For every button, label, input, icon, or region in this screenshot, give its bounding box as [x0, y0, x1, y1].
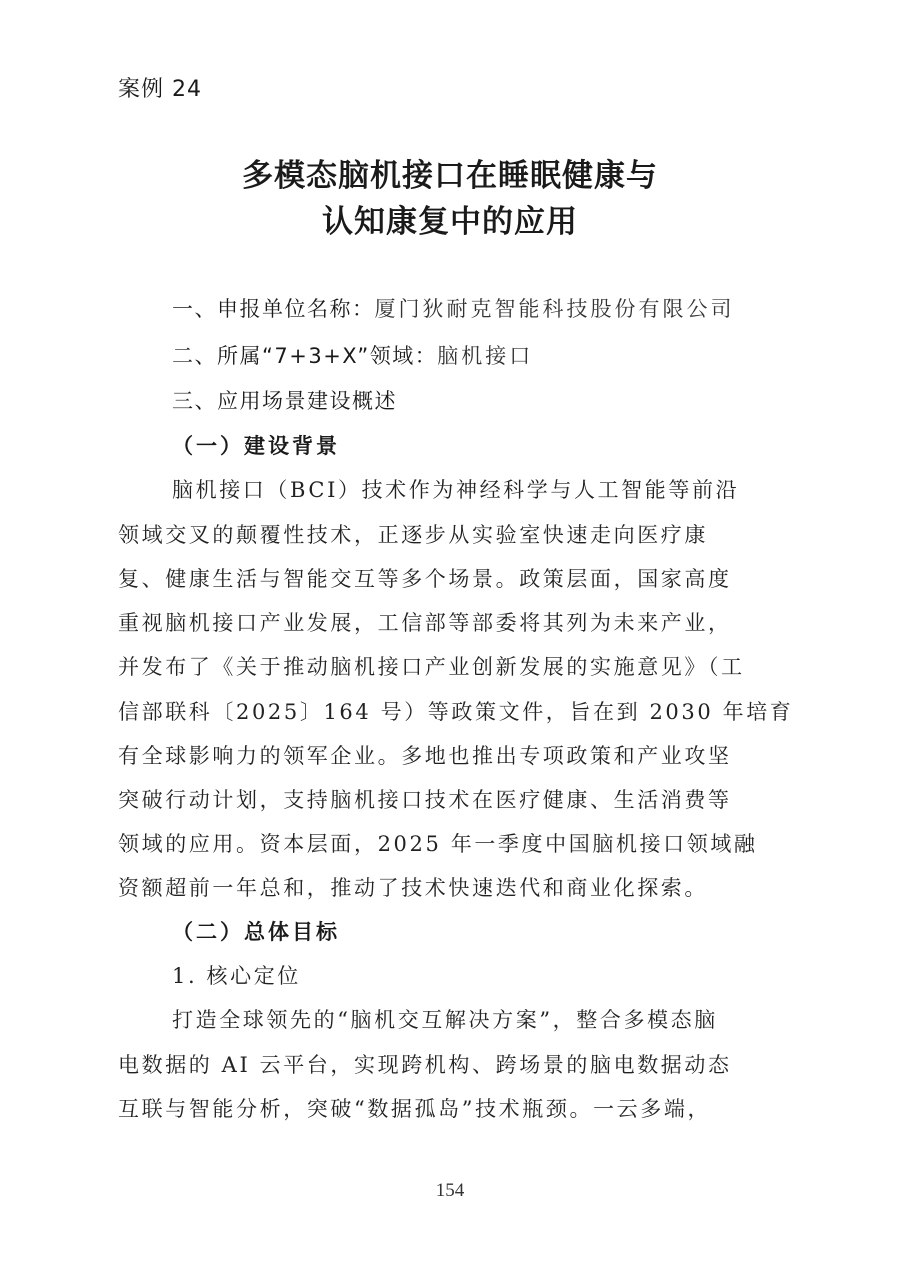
background-heading: （一）建设背景 — [172, 433, 340, 458]
domain-label: 二、所属“7+3+X”领域： — [172, 344, 438, 368]
document-title-line-1: 多模态脑机接口在睡眠健康与 — [242, 158, 658, 194]
domain-value: 脑机接口 — [437, 344, 534, 368]
paragraph-line: 重视脑机接口产业发展，工信部等部委将其列为未来产业， — [118, 611, 732, 635]
core-positioning-heading: 1. 核心定位 — [172, 964, 301, 988]
applicant-value: 厦门狄耐克智能科技股份有限公司 — [374, 297, 735, 321]
paragraph-line: 复、健康生活与智能交互等多个场景。政策层面，国家高度 — [118, 567, 732, 591]
paragraph-line: 领域交叉的颠覆性技术，正逐步从实验室快速走向医疗康 — [118, 523, 708, 547]
paragraph-line: 电数据的 AI 云平台，实现跨机构、跨场景的脑电数据动态 — [118, 1053, 732, 1077]
applicant-row — [172, 293, 832, 323]
case-label: 案例 24 — [118, 77, 202, 102]
paragraph-line: 突破行动计划，支持脑机接口技术在医疗健康、生活消费等 — [118, 788, 732, 812]
paragraph-line: 领域的应用。资本层面，2025 年一季度中国脑机接口领域融 — [118, 832, 758, 856]
paragraph-line: 信部联科〔2025〕164 号）等政策文件，旨在到 2030 年培育 — [118, 700, 794, 724]
page-number: 154 — [435, 1180, 465, 1201]
applicant-label: 一、申报单位名称： — [172, 297, 375, 321]
paragraph-line: 资额超前一年总和，推动了技术快速迭代和商业化探索。 — [118, 876, 708, 900]
paragraph-line: 互联与智能分析，突破“数据孤岛”技术瓶颈。一云多端， — [118, 1097, 712, 1121]
goals-heading: （二）总体目标 — [172, 919, 340, 944]
overview-heading: 三、应用场景建设概述 — [172, 389, 397, 413]
document-title-line-2: 认知康复中的应用 — [322, 204, 578, 240]
paragraph-line: 打造全球领先的“脑机交互解决方案”，整合多模态脑 — [172, 1008, 718, 1032]
paragraph-line: 并发布了《关于推动脑机接口产业创新发展的实施意见》（工 — [118, 655, 745, 679]
domain-row — [172, 340, 832, 370]
paragraph-line: 有全球影响力的领军企业。多地也推出专项政策和产业攻坚 — [118, 744, 732, 768]
paragraph-line: 脑机接口（BCI）技术作为神经科学与人工智能等前沿 — [172, 478, 740, 502]
